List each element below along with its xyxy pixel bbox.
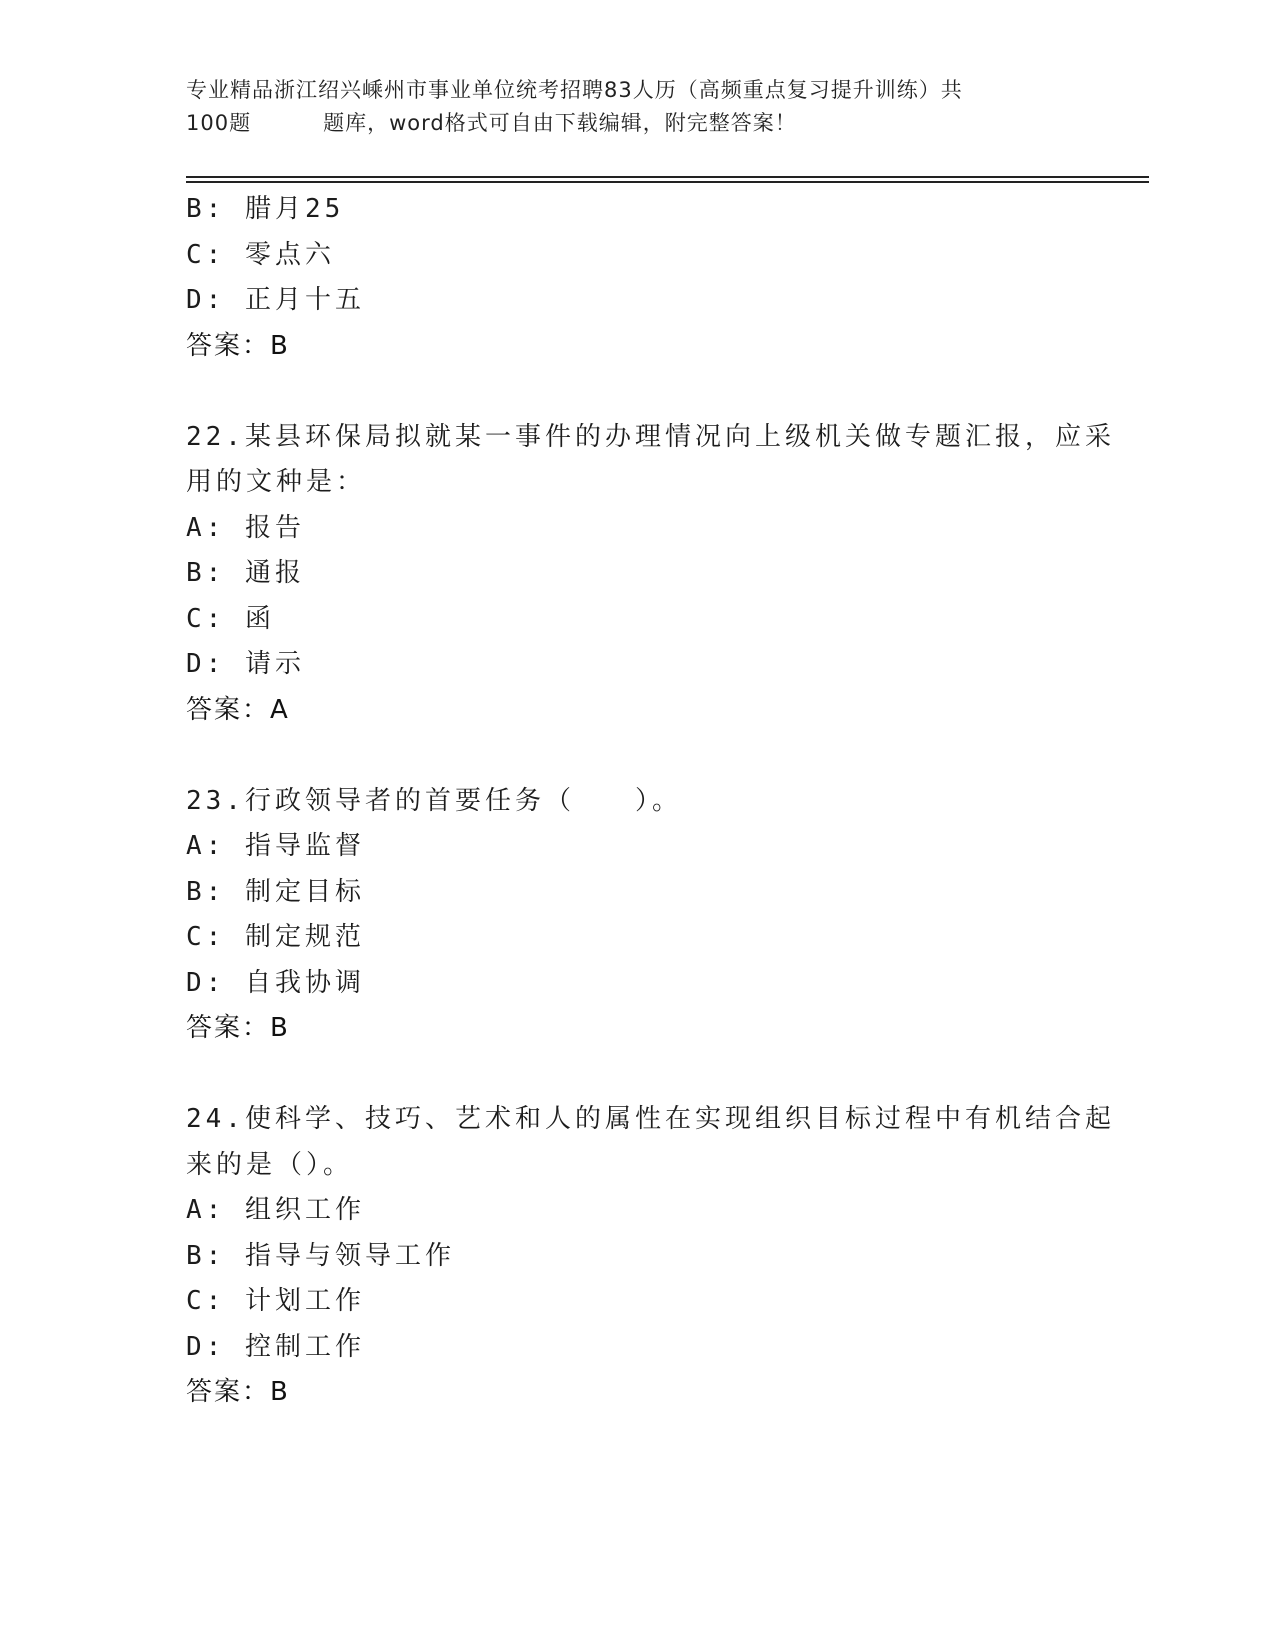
question-stem-line: 用的文种是： bbox=[186, 467, 367, 497]
option-d: D: 控制工作 bbox=[186, 1331, 365, 1362]
option-c: C: 零点六 bbox=[186, 239, 335, 270]
header-title-line-1: 专业精品浙江绍兴嵊州市事业单位统考招聘83人历（高频重点复习提升训练）共 bbox=[186, 78, 963, 102]
answer-line: 答案：B bbox=[186, 1377, 290, 1407]
option-a: A: 报告 bbox=[186, 512, 305, 543]
option-a: A: 指导监督 bbox=[186, 831, 365, 861]
question-stem-line: 24.使科学、技巧、艺术和人的属性在实现组织目标过程中有机结合起 bbox=[186, 1104, 1115, 1134]
option-b: B: 通报 bbox=[186, 558, 305, 588]
question-21-tail bbox=[186, 187, 1076, 369]
option-b: B: 制定目标 bbox=[186, 876, 365, 907]
header-title-line-2 bbox=[186, 107, 1066, 140]
question-22 bbox=[186, 415, 1115, 734]
option-c: C: 计划工作 bbox=[186, 1286, 365, 1316]
header-divider-bottom bbox=[186, 181, 1149, 183]
option-c: C: 制定规范 bbox=[186, 922, 365, 952]
option-d: D: 请示 bbox=[186, 649, 305, 679]
option-c: C: 函 bbox=[186, 603, 275, 634]
question-list bbox=[186, 187, 1115, 1416]
option-a: A: 组织工作 bbox=[186, 1195, 365, 1225]
question-stem-line: 来的是（）。 bbox=[186, 1149, 354, 1180]
question-stem-line: 23.行政领导者的首要任务（ ）。 bbox=[186, 785, 682, 816]
option-d: D: 正月十五 bbox=[186, 285, 365, 315]
header-divider-top bbox=[186, 176, 1149, 178]
question-stem-line: 22.某县环保局拟就某一事件的办理情况向上级机关做专题汇报，应采 bbox=[186, 421, 1115, 452]
header-question-count: 100题 bbox=[186, 111, 252, 135]
option-b: B: 腊月25 bbox=[186, 194, 345, 224]
document-header bbox=[186, 74, 1066, 140]
answer-line: 答案：B bbox=[186, 330, 290, 361]
answer-line: 答案：B bbox=[186, 1013, 290, 1043]
option-d: D: 自我协调 bbox=[186, 967, 365, 998]
question-23 bbox=[186, 779, 1076, 1052]
header-description: 题库，word格式可自由下载编辑，附完整答案！ bbox=[323, 111, 797, 135]
answer-line: 答案：A bbox=[186, 694, 290, 725]
question-24 bbox=[186, 1097, 1115, 1416]
option-b: B: 指导与领导工作 bbox=[186, 1240, 455, 1271]
